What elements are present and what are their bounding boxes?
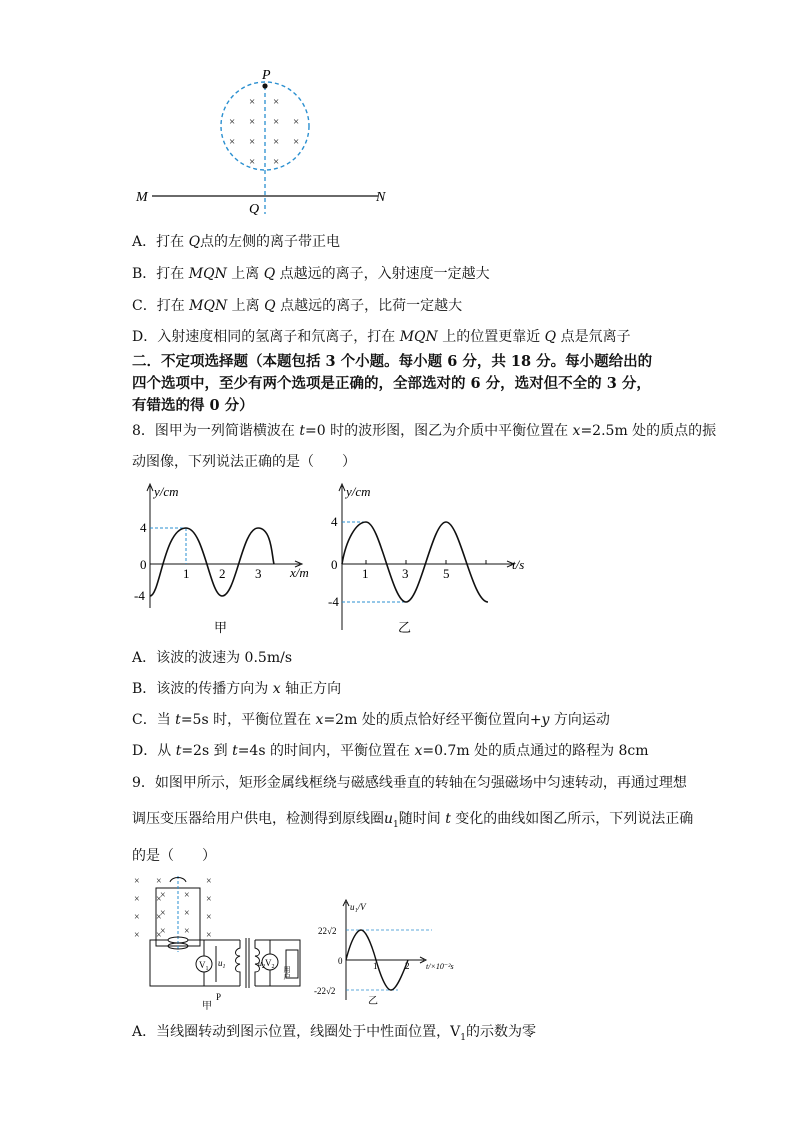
q7-option-D: D．入射速度相同的氢离子和氘离子，打在 MQN 上的位置更靠近 Q 点是氘离子 [132, 329, 631, 345]
field-cross: × [206, 894, 212, 905]
y-tick-bottom: -22√2 [314, 986, 336, 996]
voltmeter-V1-label: $V_1$ [199, 960, 209, 972]
q7-option-B: B．打在 MQN 上离 Q 点越远的离子，入射速度一定越大 [132, 266, 490, 282]
field-cross: × [184, 908, 190, 919]
cross-mark: × [249, 136, 256, 148]
label-P: P [216, 992, 222, 1002]
field-cross: × [156, 894, 162, 905]
voltmeter-V2-label: $V_2$ [265, 958, 275, 970]
y-tick-4: 4 [140, 520, 147, 535]
q8-option-A: A．该波的波速为 0.5m/s [132, 650, 293, 666]
user-label: 用户 [283, 966, 291, 980]
field-cross: × [184, 890, 190, 901]
u2-label: $u_2$ [258, 959, 265, 970]
cross-mark: × [293, 116, 300, 128]
field-cross: × [160, 890, 166, 901]
y-axis-label: u₁/V [350, 902, 366, 912]
caption-jia: 甲 [202, 1001, 212, 1010]
x-axis-label: t/s [512, 557, 525, 572]
y-tick-zero: 0 [338, 956, 343, 966]
cross-mark: × [273, 116, 280, 128]
cross-mark: × [273, 96, 280, 108]
q7-option-A: A．打在 Q点的左侧的离子带正电 [132, 234, 341, 250]
fig-generator-circuit [130, 868, 310, 1010]
cross-mark: × [273, 156, 280, 168]
field-cross: × [134, 912, 140, 923]
q8-stem-line1: 8．图甲为一列简谐横波在 t=0 时的波形图，图乙为介质中平衡位置在 x=2.5m 处的质点的振 [132, 423, 717, 439]
q9-option-A: A．当线圈转动到图示位置，线圈处于中性面位置，$V_1$的示数为零 [132, 1024, 536, 1043]
cross-mark: × [293, 136, 300, 148]
x-tick-1: 1 [373, 961, 378, 971]
x-tick-3: 3 [255, 566, 262, 581]
y-tick-neg4: -4 [328, 594, 339, 609]
primary-coil [236, 940, 241, 986]
section2-heading-line2: 四个选项中，至少有两个选项是正确的，全部选对的 6 分，选对但不全的 3 分， [132, 375, 651, 392]
x-tick-3: 3 [402, 566, 409, 581]
cross-mark: × [249, 156, 256, 168]
q9-stem-line2: 调压变压器给用户供电，检测得到原线圈$u_1$随时间 t 变化的曲线如图乙所示，下列说法正确 [132, 811, 694, 830]
graph-yi-vibration [322, 480, 532, 640]
field-cross: × [160, 908, 166, 919]
graph-u1-t [312, 896, 472, 1006]
x-tick-1: 1 [183, 566, 190, 581]
field-cross: × [156, 912, 162, 923]
q8-option-B: B．该波的传播方向为 x 轴正方向 [132, 681, 342, 697]
q8-option-D: D．从 t=2s 到 t=4s 的时间内，平衡位置在 x=0.7m 处的质点通过的路程为 8cm [132, 743, 649, 759]
vibration-curve [342, 522, 488, 602]
field-cross: × [206, 912, 212, 923]
cross-mark: × [229, 116, 236, 128]
y-tick-0: 0 [331, 557, 338, 572]
q7-option-C: C．打在 MQN 上离 Q 点越远的离子，比荷一定越大 [132, 298, 463, 314]
y-tick-4: 4 [331, 514, 338, 529]
x-tick-2: 2 [219, 566, 226, 581]
wire-primary [150, 940, 240, 986]
wave-curve [150, 528, 274, 596]
field-cross: × [184, 926, 190, 937]
fig-magnetic-circle [130, 62, 400, 222]
cross-mark: × [249, 116, 256, 128]
x-tick-1: 1 [362, 566, 369, 581]
field-cross: × [160, 926, 166, 937]
field-cross: × [156, 930, 162, 941]
field-cross: × [156, 876, 162, 887]
field-cross: × [134, 876, 140, 887]
caption-jia: 甲 [214, 620, 228, 635]
y-tick-top: 22√2 [318, 926, 337, 936]
x-axis-label: x/m [290, 565, 309, 580]
cross-mark: × [229, 136, 236, 148]
caption-yi: 乙 [398, 620, 412, 635]
field-cross: × [134, 930, 140, 941]
cross-mark: × [249, 96, 256, 108]
q8-option-C: C．当 t=5s 时，平衡位置在 x=2m 处的质点恰好经平衡位置向+y 方向运动 [132, 712, 610, 728]
field-cross: × [206, 876, 212, 887]
q9-stem-line3: 的是（ ） [132, 848, 216, 864]
field-cross: × [134, 894, 140, 905]
cross-mark: × [273, 136, 280, 148]
y-axis-label: y/cm [154, 484, 179, 499]
label-N: N [376, 190, 386, 205]
y-axis-label: y/cm [346, 484, 371, 499]
label-Q: Q [249, 202, 260, 217]
section2-heading-line1: 二．不定项选择题（本题包括 3 个小题。每小题 6 分，共 18 分。每小题给出的 [132, 353, 653, 370]
point-P [262, 83, 267, 88]
label-M: M [136, 190, 148, 205]
graph-jia-waveform [132, 480, 322, 640]
y-tick-neg4: -4 [134, 588, 145, 603]
x-tick-2: 2 [405, 961, 410, 971]
x-tick-5: 5 [443, 566, 450, 581]
y-tick-0: 0 [140, 557, 147, 572]
q8-stem-line2: 动图像，下列说法正确的是（ ） [132, 454, 356, 470]
x-axis-label: t/×10⁻²s [426, 962, 454, 971]
caption-yi: 乙 [368, 996, 378, 1006]
q9-stem-line1: 9．如图甲所示，矩形金属线框绕与磁感线垂直的转轴在匀强磁场中匀速转动，再通过理想 [132, 775, 687, 791]
label-P: P [262, 68, 271, 83]
u1-label: $u_1$ [218, 958, 226, 970]
field-cross: × [206, 930, 212, 941]
section2-heading-line3: 有错选的得 0 分） [132, 397, 254, 414]
